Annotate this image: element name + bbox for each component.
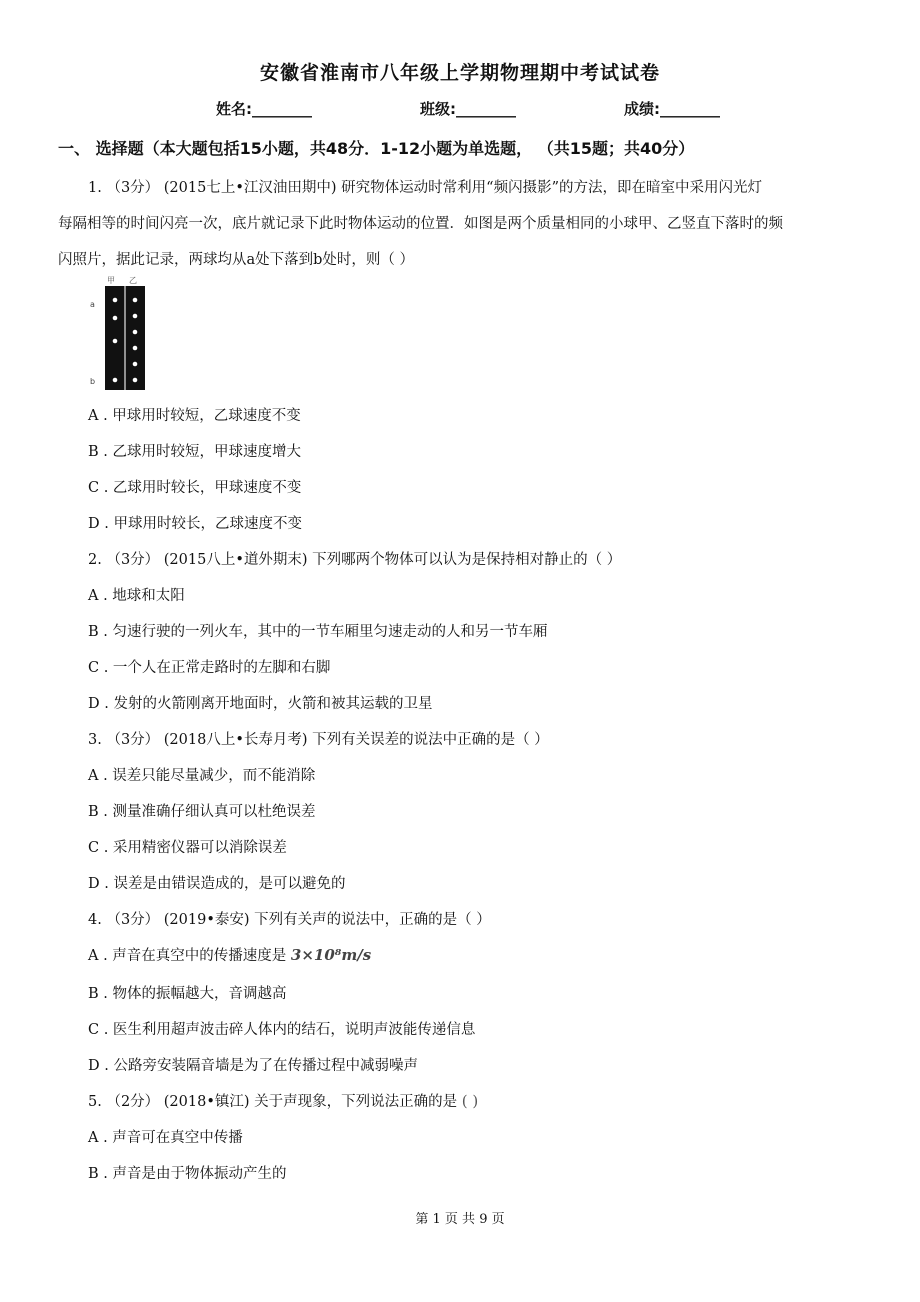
question-2-line-1: 2. （3分） (2015八上•道外期末) 下列哪两个物体可以认为是保持相对静止的（ ）	[88, 552, 622, 568]
question-5-line-1	[88, 1090, 478, 1111]
figure-label-b: b	[90, 377, 96, 386]
question-5-stem: 5. （2分） (2018•镇江) 关于声现象，下列说法正确的是	[88, 1094, 458, 1110]
figure-label-jia: 甲	[107, 276, 115, 285]
question-4-option-a-text: A . 声音在真空中的传播速度是	[88, 948, 287, 964]
ball-jia	[113, 378, 118, 383]
ball-yi	[133, 362, 138, 367]
ball-yi	[133, 330, 138, 335]
strobe-photo-figure	[87, 274, 151, 394]
question-4-option-c: C . 医生利用超声波击碎人体内的结石，说明声波能传递信息	[88, 1022, 476, 1038]
question-4-option-a	[88, 944, 371, 965]
speed-formula: 3×10⁸m/s	[290, 946, 372, 964]
ball-jia	[113, 339, 118, 344]
page-title: 安徽省淮南市八年级上学期物理期中考试试卷	[259, 62, 660, 84]
ball-jia	[113, 316, 118, 321]
question-4-option-d: D . 公路旁安装隔音墙是为了在传播过程中减弱噪声	[88, 1058, 418, 1074]
name-field-label: 姓名:________	[216, 100, 312, 118]
ball-yi	[133, 314, 138, 319]
question-1-line-1: 1. （3分） (2015七上•江汉油田期中) 研究物体运动时常利用“频闪摄影”的方法，即在暗室中采用闪光灯	[88, 180, 762, 196]
ball-yi	[133, 378, 138, 383]
question-3-option-a: A . 误差只能尽量减少，而不能消除	[88, 768, 316, 784]
question-5-option-a: A . 声音可在真空中传播	[88, 1130, 243, 1146]
ball-yi	[133, 298, 138, 303]
question-2-option-b: B . 匀速行驶的一列火车，其中的一节车厢里匀速走动的人和另一节车厢	[88, 624, 548, 640]
question-3-option-d: D . 误差是由错误造成的，是可以避免的	[88, 876, 346, 892]
question-3-line-1: 3. （3分） (2018八上•长寿月考) 下列有关误差的说法中正确的是（ ）	[88, 732, 549, 748]
score-field-label: 成绩:________	[624, 100, 720, 118]
question-2-option-c: C . 一个人在正常走路时的左脚和右脚	[88, 660, 331, 676]
question-2-option-d: D . 发射的火箭刚离开地面时，火箭和被其运载的卫星	[88, 696, 433, 712]
figure-label-yi: 乙	[129, 276, 137, 285]
section-heading: 一、 选择题（本大题包括15小题，共48分．1-12小题为单选题， （共15题；共40分）	[58, 139, 695, 158]
question-1-option-c: C . 乙球用时较长，甲球速度不变	[88, 480, 302, 496]
question-4-option-b: B . 物体的振幅越大，音调越高	[88, 986, 287, 1002]
ball-jia	[113, 298, 118, 303]
question-1-line-2: 每隔相等的时间闪亮一次，底片就记录下此时物体运动的位置．如图是两个质量相同的小球甲、乙竖直下落时的频	[58, 216, 783, 232]
question-1-option-a: A . 甲球用时较短，乙球速度不变	[88, 408, 301, 424]
question-3-option-b: B . 测量准确仔细认真可以杜绝误差	[88, 804, 316, 820]
question-1-option-b: B . 乙球用时较短，甲球速度增大	[88, 444, 301, 460]
question-4-line-1: 4. （3分） (2019•泰安) 下列有关声的说法中，正确的是（ ）	[88, 912, 491, 928]
question-3-option-c: C . 采用精密仪器可以消除误差	[88, 840, 287, 856]
question-1-line-3: 闪照片，据此记录，两球均从a处下落到b处时，则（ ）	[58, 252, 415, 268]
figure-label-a: a	[90, 300, 95, 309]
question-2-option-a: A . 地球和太阳	[88, 588, 185, 604]
ball-yi	[133, 346, 138, 351]
answer-bracket: ( )	[461, 1092, 479, 1110]
question-5-option-b: B . 声音是由于物体振动产生的	[88, 1166, 287, 1182]
class-field-label: 班级:________	[420, 100, 516, 118]
question-1-option-d: D . 甲球用时较长，乙球速度不变	[88, 516, 302, 532]
page-footer: 第 1 页 共 9 页	[415, 1212, 505, 1227]
